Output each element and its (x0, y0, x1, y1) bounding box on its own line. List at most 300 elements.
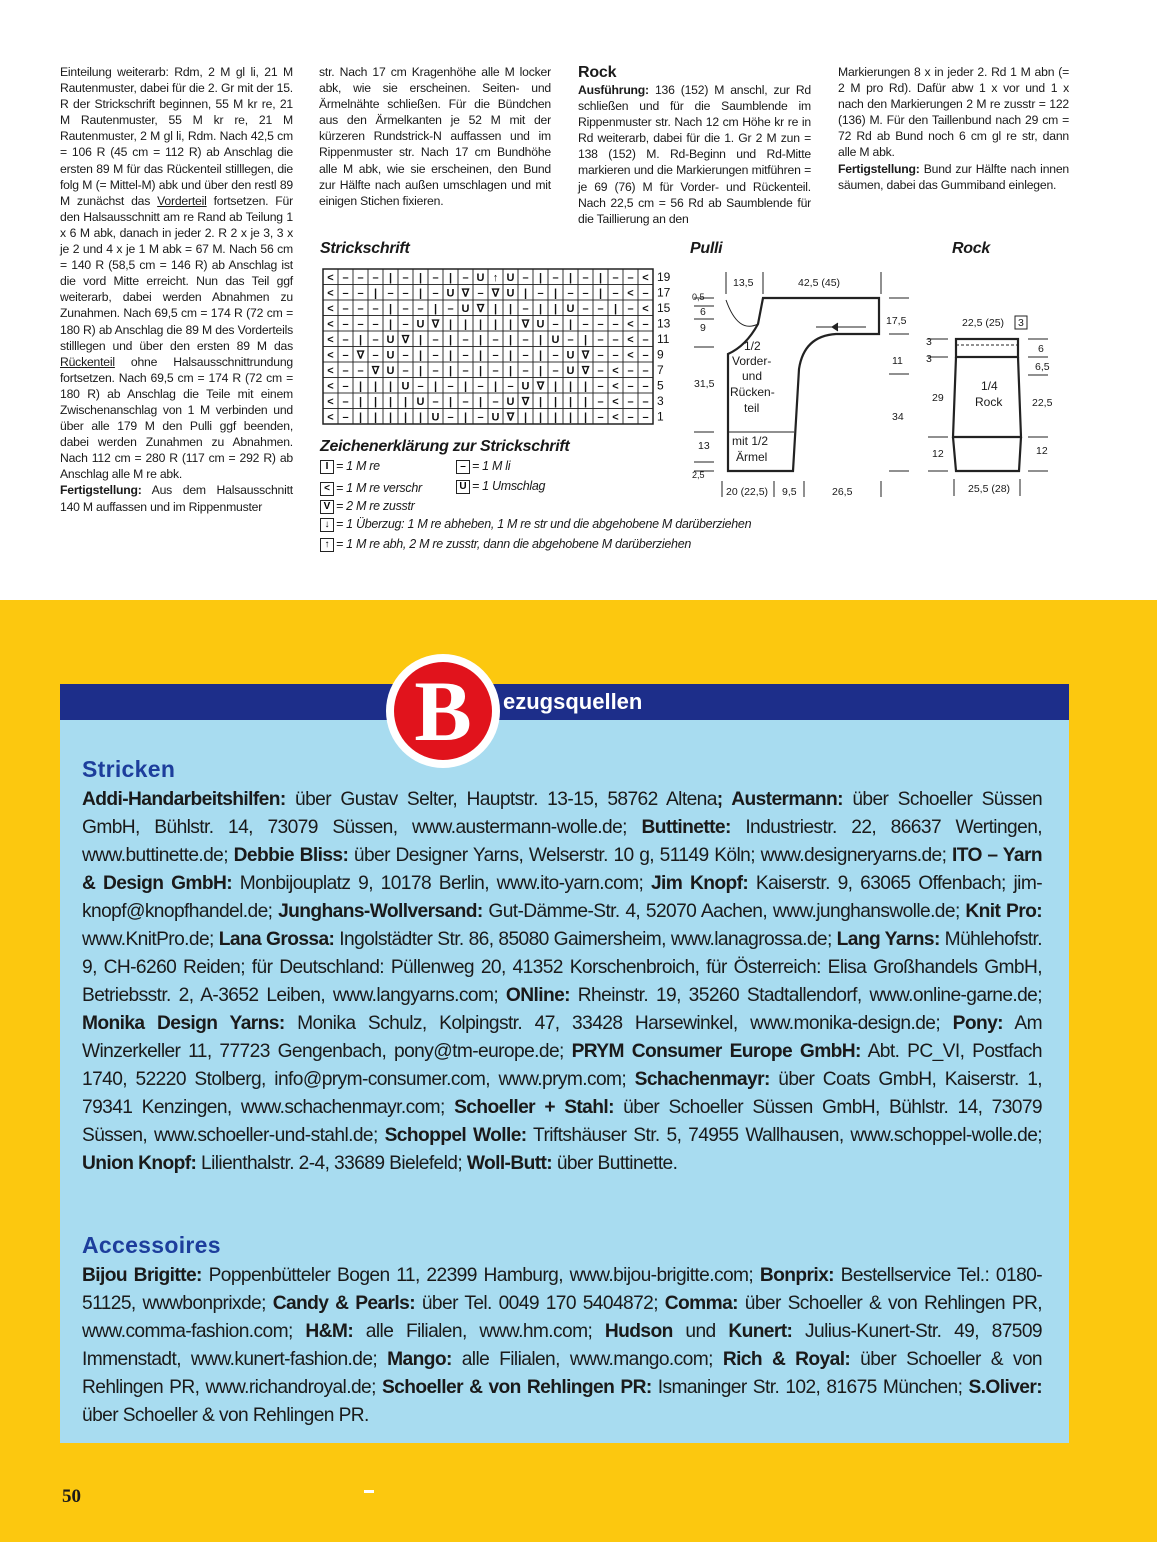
chart-symbol: ∇ (356, 349, 365, 362)
chart-symbol: – (597, 333, 604, 346)
chart-symbol: U (566, 364, 575, 377)
chart-symbol: ↑ (492, 271, 499, 284)
chart-symbol: < (642, 271, 649, 284)
paragraph: Fertigstellung: Aus dem Halsausschnitt 140 M auffassen und im Rippenmuster (60, 483, 293, 514)
chart-symbol: – (627, 302, 634, 315)
chart-symbol: – (612, 287, 619, 300)
chart-symbol: – (612, 333, 619, 346)
chart-symbol: | (598, 287, 603, 300)
chart-symbol: | (568, 411, 573, 424)
chart-symbol: – (642, 333, 649, 346)
paragraph: Fertigstellung: Bund zur Hälfte nach innen säumen, dabei das Gummiband einlegen. (838, 161, 1070, 192)
pulli-label: Rücken- (730, 385, 775, 399)
chart-symbol: – (627, 411, 634, 424)
supplier-name: Hudson (604, 1321, 673, 1342)
chart-symbol: U (566, 349, 575, 362)
chart-symbol: | (373, 380, 378, 393)
chart-symbol: | (478, 364, 483, 377)
chart-symbol: | (568, 395, 573, 408)
text-column-3 (578, 64, 811, 227)
supplier-name: ITO – Yarn & Design GmbH: (82, 845, 1042, 894)
supplier-name: PRYM Consumer Europe GmbH: (571, 1041, 861, 1062)
supplier-details: alle Filialen, www.hm.com; (353, 1321, 605, 1342)
chart-symbol: – (447, 380, 454, 393)
supplier-details: Industriestr. 22, 86637 Wertingen, www.buttinette.de; (82, 817, 1042, 866)
chart-symbol: – (372, 349, 379, 362)
chart-symbol: – (492, 395, 499, 408)
chart-symbol: U (431, 411, 440, 424)
chart-symbol: | (508, 333, 513, 346)
chart-symbol: – (492, 349, 499, 362)
chart-symbol: < (327, 395, 334, 408)
chart-symbol: U (536, 318, 545, 331)
chart-symbol: – (597, 302, 604, 315)
chart-symbol: | (418, 411, 423, 424)
supplier-name: Mango: (387, 1349, 452, 1370)
supplier-details: Abt. PC_VI, Postfach 1740, 52220 Stolberg, info@prym-consumer.com, www.prym.com; (82, 1041, 1043, 1090)
chart-symbol: – (567, 287, 574, 300)
chart-symbol: – (372, 271, 379, 284)
rock-dim: 29 (932, 392, 944, 404)
supplier-name: Schachenmayr: (634, 1069, 770, 1090)
stricken-heading: Stricken (82, 756, 176, 782)
chart-row-number: 3 (657, 393, 664, 408)
pulli-dim: 13 (698, 440, 710, 452)
chart-symbol: U (446, 287, 455, 300)
supplier-details: alle Filialen, www.mango.com; (451, 1349, 723, 1370)
footer-dash (364, 1490, 374, 1493)
chart-symbol: – (462, 271, 469, 284)
text-column-4 (838, 64, 1069, 193)
chart-symbol: | (583, 411, 588, 424)
chart-symbol: | (358, 380, 363, 393)
chart-symbol: – (432, 349, 439, 362)
supplier-name: ONline: (505, 985, 570, 1006)
supplier-name: Bonprix: (759, 1265, 834, 1286)
chart-symbol: U (401, 380, 410, 393)
supplier-name: Lana Grossa: (218, 929, 335, 950)
chart-symbol: | (388, 395, 393, 408)
supplier-details: Gut-Dämme-Str. 4, 52070 Aachen, www.junghanswolle.de; (482, 901, 966, 922)
pulli-label: mit 1/2 (732, 434, 769, 448)
chart-symbol: | (478, 395, 483, 408)
chart-symbol: | (538, 333, 543, 346)
legend-title: Zeichenerklärung zur Strickschrift (320, 438, 570, 455)
chart-symbol: < (627, 318, 634, 331)
chart-symbol: | (493, 318, 498, 331)
chart-row-number: 9 (657, 347, 664, 362)
chart-symbol: | (418, 287, 423, 300)
chart-symbol: < (327, 349, 334, 362)
supplier-details: Poppenbütteler Bogen 11, 22399 Hamburg, www.bijou-brigitte.com; (201, 1265, 760, 1286)
chart-symbol: – (402, 271, 409, 284)
rock-dim: 6 (1038, 343, 1044, 355)
paragraph: Markierungen 8 x in jeder 2. Rd 1 M abn (= 2 M pro Rd). Dafür abw 1 x vor und 1 x nach den Markierungen 2 M re zusstr = 122 (136) M. Für den Taillenbund nach 29 cm = 72 Rd ab Bund noch 6 cm gl re str, dann alle M abk. (838, 65, 1069, 160)
supplier-name: Kunert: (728, 1321, 793, 1342)
chart-symbol: – (642, 349, 649, 362)
chart-symbol: – (357, 287, 364, 300)
chart-symbol: < (327, 380, 334, 393)
chart-symbol: – (627, 395, 634, 408)
chart-symbol: – (492, 333, 499, 346)
legend-text: = 1 M re verschr (336, 481, 422, 495)
chart-symbol: | (553, 395, 558, 408)
pulli-schematic (686, 264, 926, 504)
chart-symbol: | (463, 318, 468, 331)
chart-symbol: | (418, 271, 423, 284)
chart-symbol: | (388, 302, 393, 315)
pulli-dim: 20 (22,5) (726, 486, 769, 498)
legend-text: = 1 M re (336, 459, 380, 473)
supplier-name: Lang Yarns: (836, 929, 940, 950)
chart-symbol: | (538, 411, 543, 424)
chart-symbol: | (508, 349, 513, 362)
chart-symbol: – (522, 349, 529, 362)
chart-symbol: – (477, 287, 484, 300)
legend-symbol: V (320, 500, 334, 514)
chart-symbol: – (357, 364, 364, 377)
legend-text: = 1 M li (472, 459, 511, 473)
chart-symbol: – (342, 318, 349, 331)
chart-symbol: | (553, 411, 558, 424)
supplier-details: Triftshäuser Str. 5, 74955 Wallhausen, www.schoppel-wolle.de; (526, 1125, 1042, 1146)
chart-symbol: | (553, 380, 558, 393)
accessoires-heading: Accessoires (82, 1232, 221, 1258)
chart-symbol: | (568, 380, 573, 393)
chart-symbol: – (552, 349, 559, 362)
supplier-details: Mühlehofstr. 9, CH-6260 Reiden; für Deutschland: Püllenweg 20, 41352 Korschenbroich, für Österreich: Elisa Großhandels GmbH, Betriebsstr. 2, A-3652 Leiben, www.langyarns.com; (82, 929, 1042, 1006)
chart-symbol: – (552, 364, 559, 377)
chart-symbol: U (416, 318, 425, 331)
chart-symbol: – (612, 318, 619, 331)
supplier-name: Schoeller + Stahl: (454, 1097, 614, 1118)
paragraph: Ausführung: 136 (152) M anschl, zur Rd schließen und für die Saumblende im Rippenmuster str. Nach 12 cm Höhe kr re in Rd weiterarb, dabei für die 1. Gr 2 M zun = 138 (152) M. Rd-Beginn und Rd-Mitte markieren und die Markierungen mitführen = je 69 (76) M für Vorder- und Rückenteil. Nach 22,5 cm = 56 Rd ab Saumblende für die Taillierung an den (578, 83, 812, 226)
chart-symbol: – (567, 333, 574, 346)
chart-symbol: < (327, 287, 334, 300)
chart-symbol: – (612, 349, 619, 362)
chart-symbol: | (538, 271, 543, 284)
chart-symbol: – (462, 349, 469, 362)
b-logo (386, 654, 500, 768)
chart-symbol: – (642, 380, 649, 393)
chart-row-number: 13 (657, 316, 671, 331)
legend-symbol: ↑ (320, 538, 334, 552)
chart-symbol: U (521, 380, 530, 393)
supplier-details: über Buttinette. (552, 1153, 678, 1174)
text-column-2 (319, 64, 551, 209)
chart-symbol: – (537, 287, 544, 300)
chart-symbol: – (552, 271, 559, 284)
chart-symbol: – (447, 302, 454, 315)
chart-symbol: | (568, 271, 573, 284)
chart-symbol: | (403, 411, 408, 424)
supplier-details: über Schoeller Süssen GmbH, Bühlstr. 14, 73079 Süssen, www.austermann-wolle.de; (82, 789, 1043, 838)
chart-symbol: – (357, 318, 364, 331)
chart-symbol: | (433, 302, 438, 315)
chart-symbol: | (538, 395, 543, 408)
chart-symbol: – (597, 318, 604, 331)
rock-dim: 3 (1018, 317, 1024, 329)
chart-symbol: < (627, 287, 634, 300)
chart-symbol: | (583, 395, 588, 408)
chart-symbol: – (522, 333, 529, 346)
chart-symbol: | (448, 318, 453, 331)
supplier-name: ; Austermann: (716, 789, 843, 810)
chart-row-number: 1 (657, 409, 664, 424)
chart-row-number: 15 (657, 300, 671, 315)
rock-dim: 12 (1036, 445, 1048, 457)
supplier-name: Schoppel Wolle: (384, 1125, 527, 1146)
chart-symbol: | (613, 302, 618, 315)
pulli-dim: 6 (700, 306, 706, 318)
chart-symbol: < (627, 333, 634, 346)
rock-label: Rock (975, 395, 1003, 409)
supplier-name: Addi-Handarbeitshilfen: (82, 789, 286, 810)
chart-symbol: – (552, 318, 559, 331)
chart-symbol: | (358, 333, 363, 346)
chart-symbol: | (358, 411, 363, 424)
chart-symbol: ∇ (581, 349, 590, 362)
chart-symbol: – (402, 302, 409, 315)
chart-row-number: 17 (657, 285, 671, 300)
chart-symbol: – (582, 318, 589, 331)
chart-symbol: | (493, 380, 498, 393)
chart-symbol: – (627, 380, 634, 393)
chart-symbol: – (462, 395, 469, 408)
rock-label: 1/4 (981, 379, 998, 393)
pulli-label: teil (744, 401, 760, 415)
section-heading: Rock (578, 64, 617, 81)
chart-symbol: – (342, 333, 349, 346)
accessoires-list (82, 1262, 1042, 1430)
chart-symbol: ∇ (536, 380, 545, 393)
legend-text: = 1 Überzug: 1 M re abheben, 1 M re str und die abgehobene M darüberziehen (336, 517, 752, 531)
pulli-dim: 0,5 (692, 292, 705, 302)
rock-dim: 3 (926, 353, 932, 365)
legend-text: = 1 Umschlag (472, 479, 546, 493)
rock-dim: 25,5 (28) (968, 483, 1011, 495)
paragraph: str. Nach 17 cm Kragenhöhe alle M locker abk, wie sie erscheinen. Seiten- und Ärmelnähte schließen. Für die Bündchen aus den Ärmelkanten je 52 M mit der kürzeren Rundstrick-N auffassen und im Rippenmuster str. Nach 17 cm Bundhöhe alle M abk, wie sie erscheinen, den Bund zur Hälfte nach außen umschlagen und mit einigen Stichen fixieren. (319, 65, 551, 208)
chart-symbol: < (612, 395, 619, 408)
supplier-details: Kaiserstr. 9, 63065 Offenbach; jim-knopf@knopfhandel.de; (82, 873, 1042, 922)
supplier-name: Buttinette: (641, 817, 731, 838)
supplier-name: Monika Design Yarns: (82, 1013, 285, 1034)
chart-symbol: ∇ (506, 411, 515, 424)
chart-row-number: 7 (657, 362, 664, 377)
legend-text: = 2 M re zusstr (336, 499, 415, 513)
pulli-dim: 34 (892, 411, 904, 423)
chart-symbol: – (432, 287, 439, 300)
chart-symbol: – (597, 380, 604, 393)
underlined-term: Rückenteil (60, 354, 115, 369)
chart-row-number: 5 (657, 378, 664, 393)
chart-symbol: U (386, 333, 395, 346)
rock-dim: 12 (932, 448, 944, 460)
supplier-name: Schoeller & von Rehlingen PR: (381, 1377, 652, 1398)
pulli-dim: 17,5 (886, 315, 907, 327)
chart-symbol: | (358, 395, 363, 408)
pulli-label: und (742, 369, 763, 383)
supplier-details: Ingolstädter Str. 86, 85080 Gaimersheim, www.lanagrossa.de; (334, 929, 837, 950)
chart-symbol: – (357, 302, 364, 315)
supplier-details: Rheinstr. 19, 35260 Stadtallendorf, www.online-garne.de; (569, 985, 1042, 1006)
chart-symbol: ∇ (431, 318, 440, 331)
chart-symbol: | (508, 318, 513, 331)
chart-symbol: – (477, 380, 484, 393)
pulli-dim: 9,5 (782, 486, 797, 498)
paragraph: Einteilung weiterarb: Rdm, 2 M gl li, 21 M Rautenmuster, dabei für die 2. Gr mit der 15. R der Strickschrift beginnen, 55 M kr re, 21 M Rautenmuster, 55 M kr re, 21 M Rautenmuster, 2 M gl li, Rdm. Nach 42,5 cm = 106 R (45 cm = 112 R) ab Anschlag die ersten 89 M für das Rückenteil stilllegen, die folg M (= Mittel-M) abk und über den restl 89 M zunächst das Vorderteil fortsetzen. Für den Halsausschnitt am re Rand ab Teilung 1 x 6 M abk, danach in jeder 2. R 2 x je 3, 3 x je 2 und 4 x je 1 M abk = 67 M. Nach 56 cm = 140 R (58,5 cm = 146 R) ab Anschlag ist die vord Mitte erreicht. Nun das Teil ggf weiterarb, dabei werden Abnahmen zu Zunahmen. Nach 69,5 cm = 174 R (72 cm = 180 R) ab Anschlag die 89 M des Vorderteils stilllegen und über den ersten 89 M das Rückenteil ohne Halsausschnittrundung fortsetzen. Nach 69,5 cm = 174 R (72 cm = 180 R) ab Anschlag die Teile mit einem Zwischenanschlag von 1 M verbinden und über alle 179 M den Pulli ggf beenden, dabei werden Zunahmen zu Abnahmen. Nach 112 cm = 280 R (117 cm = 292 R) ab Anschlag alle M re abk. (60, 65, 293, 482)
chart-symbol: | (538, 349, 543, 362)
chart-symbol: | (388, 380, 393, 393)
chart-symbol: ∇ (401, 333, 410, 346)
chart-symbol: – (642, 364, 649, 377)
pulli-title: Pulli (690, 240, 723, 257)
supplier-details: Am Winzerkeller 11, 77723 Gengenbach, pony@tm-europe.de; (82, 1013, 1042, 1062)
chart-symbol: ∇ (521, 318, 530, 331)
chart-row-number: 19 (657, 269, 671, 284)
chart-symbol: – (432, 364, 439, 377)
chart-symbol: | (388, 411, 393, 424)
chart-symbol: U (491, 411, 500, 424)
chart-symbol: – (627, 271, 634, 284)
knitting-chart (320, 268, 680, 428)
chart-symbol: | (433, 380, 438, 393)
chart-symbol: ∇ (521, 395, 530, 408)
chart-symbol: – (492, 364, 499, 377)
chart-symbol: | (373, 395, 378, 408)
pulli-dim: 42,5 (45) (798, 277, 841, 289)
chart-symbol: – (642, 287, 649, 300)
chart-symbol: | (373, 287, 378, 300)
supplier-name: S.Oliver: (968, 1377, 1042, 1398)
supplier-details: Monbijouplatz 9, 10178 Berlin, www.ito-yarn.com; (232, 873, 651, 894)
chart-symbol: – (417, 302, 424, 315)
rock-title: Rock (952, 240, 990, 257)
supplier-name: Debbie Bliss: (233, 845, 349, 866)
chart-symbol: – (402, 287, 409, 300)
chart-symbol: – (372, 302, 379, 315)
chart-symbol: – (342, 395, 349, 408)
supplier-details: Bestellservice Tel.: 0180-51125, wwwbonprixde; (82, 1265, 1043, 1314)
chart-symbol: < (612, 411, 619, 424)
chart-symbol: < (327, 364, 334, 377)
chart-symbol: | (418, 349, 423, 362)
chart-symbol: – (642, 318, 649, 331)
pulli-dim: 2,5 (692, 470, 705, 480)
supplier-name: Junghans-Wollversand: (278, 901, 483, 922)
chart-symbol: < (642, 302, 649, 315)
chart-symbol: | (493, 302, 498, 315)
pulli-dim: 9 (700, 322, 706, 334)
chart-symbol: – (402, 349, 409, 362)
chart-symbol: | (373, 411, 378, 424)
legend-symbol: ↓ (320, 518, 334, 532)
supplier-name: Pony: (952, 1013, 1003, 1034)
supplier-details: und (672, 1321, 729, 1342)
chart-symbol: – (477, 411, 484, 424)
chart-symbol: U (461, 302, 470, 315)
legend-symbol: – (456, 460, 470, 474)
pulli-dim: 13,5 (733, 277, 754, 289)
supplier-details: www.KnitPro.de; (82, 929, 219, 950)
chart-symbol: – (387, 287, 394, 300)
chart-symbol: – (507, 380, 514, 393)
supplier-details: über Designer Yarns, Welserstr. 10 g, 51149 Köln; www.designeryarns.de; (348, 845, 952, 866)
rock-schematic (920, 300, 1070, 500)
chart-symbol: – (522, 364, 529, 377)
chart-symbol: – (432, 395, 439, 408)
chart-symbol: U (506, 287, 515, 300)
supplier-details: Ismaninger Str. 102, 81675 München; (651, 1377, 969, 1398)
supplier-details: über Schoeller & von Rehlingen PR, www.richandroyal.de; (82, 1349, 1042, 1398)
chart-symbol: – (627, 364, 634, 377)
chart-symbol: – (402, 318, 409, 331)
legend-symbol: < (320, 482, 334, 496)
chart-symbol: – (582, 302, 589, 315)
chart-symbol: – (432, 271, 439, 284)
chart-symbol: – (402, 364, 409, 377)
pulli-label: Ärmel (736, 450, 768, 464)
chart-symbol: – (522, 302, 529, 315)
chart-symbol: < (327, 271, 334, 284)
pulli-dim: 31,5 (694, 378, 715, 390)
pulli-label: Vorder- (732, 354, 772, 368)
chart-symbol: | (463, 380, 468, 393)
supplier-name: Union Knopf: (82, 1153, 197, 1174)
chart-symbol: ∇ (461, 287, 470, 300)
chart-symbol: | (403, 395, 408, 408)
chart-symbol: – (342, 287, 349, 300)
chart-symbol: | (448, 271, 453, 284)
supplier-name: Candy & Pearls: (272, 1293, 416, 1314)
pulli-dim: 11 (892, 355, 903, 367)
chart-symbol: < (627, 349, 634, 362)
chart-symbol: < (327, 302, 334, 315)
chart-symbol: – (342, 364, 349, 377)
chart-symbol: | (388, 271, 393, 284)
chart-symbol: | (538, 302, 543, 315)
chart-symbol: | (553, 287, 558, 300)
supplier-name: H&M: (305, 1321, 354, 1342)
chart-symbol: U (476, 271, 485, 284)
chart-symbol: – (582, 287, 589, 300)
chart-symbol: | (478, 349, 483, 362)
chart-symbol: | (523, 287, 528, 300)
pulli-dim: 26,5 (832, 486, 853, 498)
chart-symbol: U (506, 395, 515, 408)
legend-symbol: U (456, 480, 470, 494)
chart-symbol: | (448, 364, 453, 377)
supplier-name: Woll-Butt: (466, 1153, 553, 1174)
chart-symbol: – (342, 302, 349, 315)
supplier-name: Bijou Brigitte: (82, 1265, 202, 1286)
chart-symbol: – (462, 364, 469, 377)
chart-symbol: – (597, 411, 604, 424)
chart-symbol: U (551, 333, 560, 346)
supplier-details: über Schoeller & von Rehlingen PR. (82, 1405, 369, 1426)
chart-symbol: – (597, 395, 604, 408)
chart-symbol: – (342, 349, 349, 362)
chart-symbol: < (612, 364, 619, 377)
supplier-details: über Tel. 0049 170 5404872; (415, 1293, 665, 1314)
chart-symbol: – (432, 333, 439, 346)
supplier-details: Julius-Kunert-Str. 49, 87509 Immenstadt, www.kunert-fashion.de; (82, 1321, 1042, 1370)
chart-symbol: ∇ (491, 287, 500, 300)
supplier-name: Rich & Royal: (722, 1349, 851, 1370)
b-logo-letter: B (394, 662, 492, 760)
chart-symbol: | (478, 318, 483, 331)
supplier-details: Lilienthalstr. 2-4, 33689 Bielefeld; (196, 1153, 467, 1174)
